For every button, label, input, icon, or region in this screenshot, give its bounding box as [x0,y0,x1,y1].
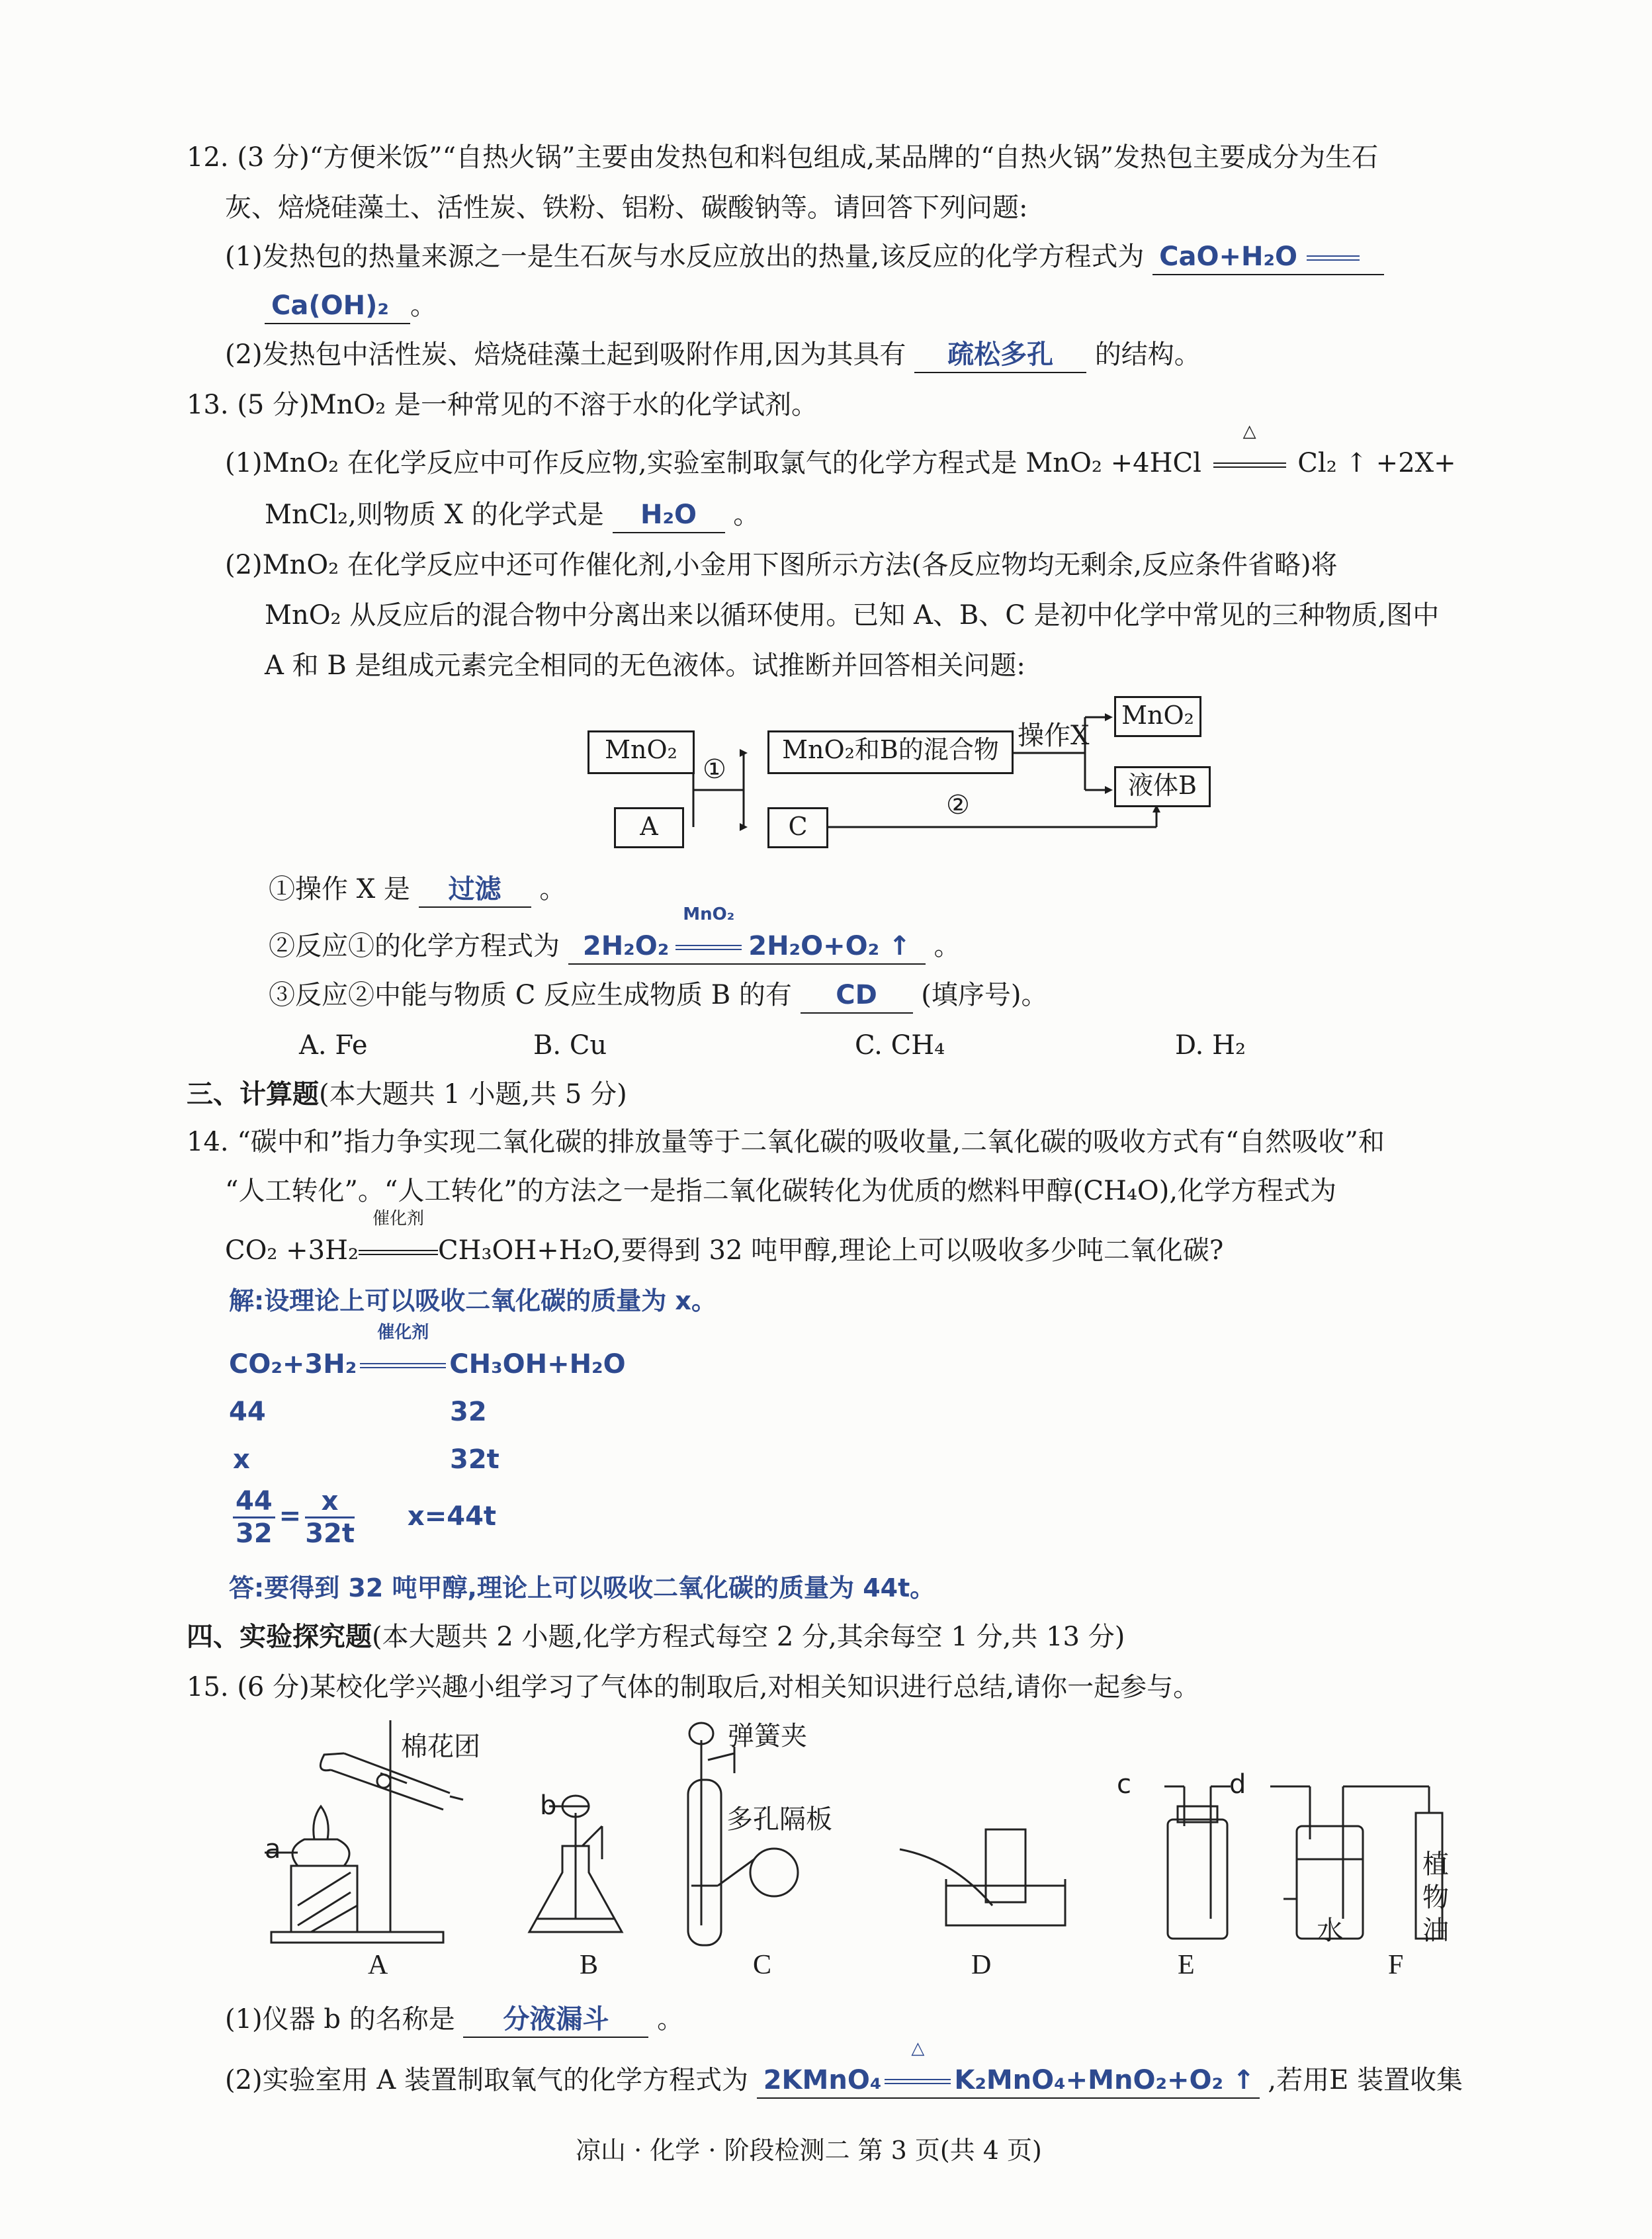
section4-title: 四、实验探究题 [187,1621,372,1652]
label-reaction-1: ① [703,754,726,785]
q12-part2-end: 的结构。 [1094,339,1201,370]
box-mno2-in: MnO₂ [587,730,695,774]
q13-heat-condition [1210,421,1289,480]
q13-part1 [225,421,1456,480]
q14-row-a2: 32 [450,1397,487,1427]
q12-part2-answer: 疏松多孔 [914,337,1086,373]
q14-eq-left: CO₂ +3H₂ [225,1235,359,1266]
q14-row-b1: x [233,1444,250,1475]
q12-answer-a-text: CaO+H₂O [1159,241,1297,272]
label-c: c [1117,1769,1131,1800]
apparatus-label-f: F [1388,1950,1404,1980]
apparatus-f-drawing [1270,1786,1442,1939]
q13-sub3-text: ③反应②中能与物质 C 反应生成物质 B 的有 [269,980,792,1010]
q13-option-b: B. Cu [533,1030,607,1061]
apparatus-label-b: B [580,1950,599,1980]
q14-proportion [229,1486,496,1549]
page-footer: 凉山 · 化学 · 阶段检测二 第 3 页(共 4 页) [576,2136,1042,2165]
q15-part2 [225,2039,1463,2099]
label-veg-oil-1: 植 [1422,1849,1449,1880]
q12-part1-line2 [265,288,437,324]
q13-sub2-end: 。 [934,931,961,961]
q15-stem: 15. (6 分)某校化学兴趣小组学习了气体的制取后,对相关知识进行总结,请你一起参与。 [187,1672,1200,1702]
label-reaction-2: ② [946,790,970,820]
label-porous-plate: 多孔隔板 [726,1804,832,1835]
q13-part2-line3: A 和 B 是组成元素完全相同的无色液体。试推断并回答相关问题: [265,650,1025,681]
q12-part1 [225,240,1384,275]
q13-part2-line1: (2)MnO₂ 在化学反应中还可作催化剂,小金用下图所示方法(各反应物均无剩余,反应条件省略)将 [225,550,1338,580]
q13-part1-after: Cl₂ ↑ +2X+ [1297,448,1456,478]
q13-part1-text: (1)MnO₂ 在化学反应中可作反应物,实验室制取氯气的化学方程式是 MnO₂ +4HCl [225,448,1201,478]
q14-frac-equals: = [279,1501,302,1532]
q14-solution-equation [229,1323,626,1382]
section3-note: (本大题共 1 小题,共 5 分) [319,1079,627,1110]
q13-option-d: D. H₂ [1175,1030,1246,1061]
apparatus-label-d: D [971,1950,992,1980]
q13-part1-line2-text: MnCl₂,则物质 X 的化学式是 [265,500,604,530]
section3-heading [187,1077,627,1112]
q14-stem-line2: “人工转化”。“人工转化”的方法之一是指二氧化碳转化为优质的燃料甲醇(CH₄O),化学方程式为 [225,1176,1337,1206]
q14-result: x=44t [407,1501,497,1532]
q12-part1-text: (1)发热包的热量来源之一是生石灰与水反应放出的热量,该反应的化学方程式为 [225,241,1145,272]
q13-part1-answer: H₂O [613,498,725,533]
q15-part2-right: K₂MnO₄+MnO₂+O₂ ↑ [954,2065,1255,2095]
box-mno2-out: MnO₂ [1114,696,1201,737]
q14-row-b2: 32t [450,1444,500,1475]
q13-part2-line2: MnO₂ 从反应后的混合物中分离出来以循环使用。已知 A、B、C 是初中化学中常见的三种物质,图中 [265,600,1440,631]
label-veg-oil-2: 物 [1422,1882,1449,1913]
label-water: 水 [1317,1915,1343,1946]
q14-row-a1: 44 [229,1397,266,1427]
q13-sub1-text: ①操作 X 是 [269,874,410,904]
q14-equation [225,1209,1224,1268]
q13-sub1 [269,872,566,908]
apparatus-e-drawing [1164,1786,1231,1939]
box-c: C [767,807,828,848]
q13-option-c: C. CH₄ [855,1030,945,1061]
q12-part1-end: 。 [410,290,437,321]
q15-part1-end: 。 [657,2004,684,2035]
label-spring-clip: 弹簧夹 [728,1721,807,1751]
section4-note: (本大题共 2 小题,化学方程式每空 2 分,其余每空 1 分,共 13 分) [372,1622,1125,1652]
q12-stem-line2: 灰、焙烧硅藻土、活性炭、铁粉、铝粉、碳酸钠等。请回答下列问题: [225,193,1028,223]
apparatus-label-a: A [368,1950,388,1980]
label-veg-oil-3: 油 [1422,1915,1449,1946]
q13-sub2 [269,904,961,965]
q12-part1-answer-b: Ca(OH)₂ [265,288,410,324]
q15-part1-text: (1)仪器 b 的名称是 [225,2004,455,2035]
q15-part2-answer [757,2039,1260,2099]
box-mixture: MnO₂和B的混合物 [767,730,1014,774]
q12-part2 [225,337,1201,373]
q13-option-a: A. Fe [299,1030,368,1061]
q14-eq-right: CH₃OH+H₂O,要得到 32 吨甲醇,理论上可以吸收多少吨二氧化碳? [438,1235,1224,1266]
label-operation-x: 操作X [1018,721,1090,751]
apparatus-label-c: C [753,1950,772,1980]
q14-answer: 答:要得到 32 吨甲醇,理论上可以吸收二氧化碳的质量为 44t。 [229,1573,935,1602]
q13-sub3 [269,978,1048,1014]
apparatus-d-drawing [900,1829,1065,1925]
box-liquid-b: 液体B [1114,766,1211,807]
label-a: a [265,1834,281,1865]
q13-heat-symbol: △ [1242,421,1256,441]
q14-sol-right: CH₃OH+H₂O [449,1349,626,1380]
q14-eq-catalyst: 催化剂 [372,1209,425,1229]
apparatus-label-e: E [1178,1950,1195,1980]
label-cotton: 棉花团 [401,1732,480,1762]
q12-stem-line1: 12. (3 分)“方便米饭”“自热火锅”主要由发热包和料包组成,某品牌的“自热火锅”发热包主要成分为生石 [187,142,1379,173]
q15-part2-heat: △ [911,2039,925,2058]
q15-part2-left: 2KMnO₄ [763,2065,882,2095]
label-b: b [540,1790,557,1821]
q14-solution-intro: 解:设理论上可以吸收二氧化碳的质量为 x。 [229,1286,717,1315]
q13-sub2-left: 2H₂O₂ [582,931,670,961]
q14-frac1: $\frac{44}{32}$ [233,1486,275,1549]
q12-part1-answer-a [1152,240,1384,275]
q15-part2-after: ,若用E 装置收集 [1268,2065,1463,2095]
q14-stem-line1: 14. “碳中和”指力争实现二氧化碳的排放量等于二氧化碳的吸收量,二氧化碳的吸收方式有“自然吸收”和 [187,1127,1385,1157]
q13-sub3-answer: CD [801,978,913,1014]
q15-part2-text: (2)实验室用 A 装置制取氧气的化学方程式为 [225,2065,748,2095]
q13-part1-end: 。 [733,500,760,530]
q12-part2-text: (2)发热包中活性炭、焙烧硅藻土起到吸附作用,因为其具有 [225,339,906,370]
label-d: d [1229,1769,1246,1800]
q13-sub1-answer: 过滤 [419,872,531,908]
q13-stem: 13. (5 分)MnO₂ 是一种常见的不溶于水的化学试剂。 [187,390,818,420]
q14-frac2: $\frac{x}{32t}$ [305,1486,355,1549]
q13-sub2-right: 2H₂O+O₂ ↑ [748,931,911,961]
box-a: A [614,807,684,848]
q13-sub2-answer [568,904,926,965]
section3-title: 三、计算题 [187,1078,319,1110]
q14-sol-left: CO₂+3H₂ [229,1349,357,1380]
section4-heading [187,1620,1125,1654]
q13-sub2-text: ②反应①的化学方程式为 [269,931,560,961]
q13-part1-line2 [265,498,760,533]
q13-sub2-catalyst: MnO₂ [683,904,735,924]
q15-part1 [225,2002,683,2038]
q14-sol-catalyst: 催化剂 [377,1323,429,1342]
q13-sub1-end: 。 [539,874,566,904]
q13-sub3-end: (填序号)。 [921,980,1048,1010]
q15-part1-answer: 分液漏斗 [463,2002,648,2038]
